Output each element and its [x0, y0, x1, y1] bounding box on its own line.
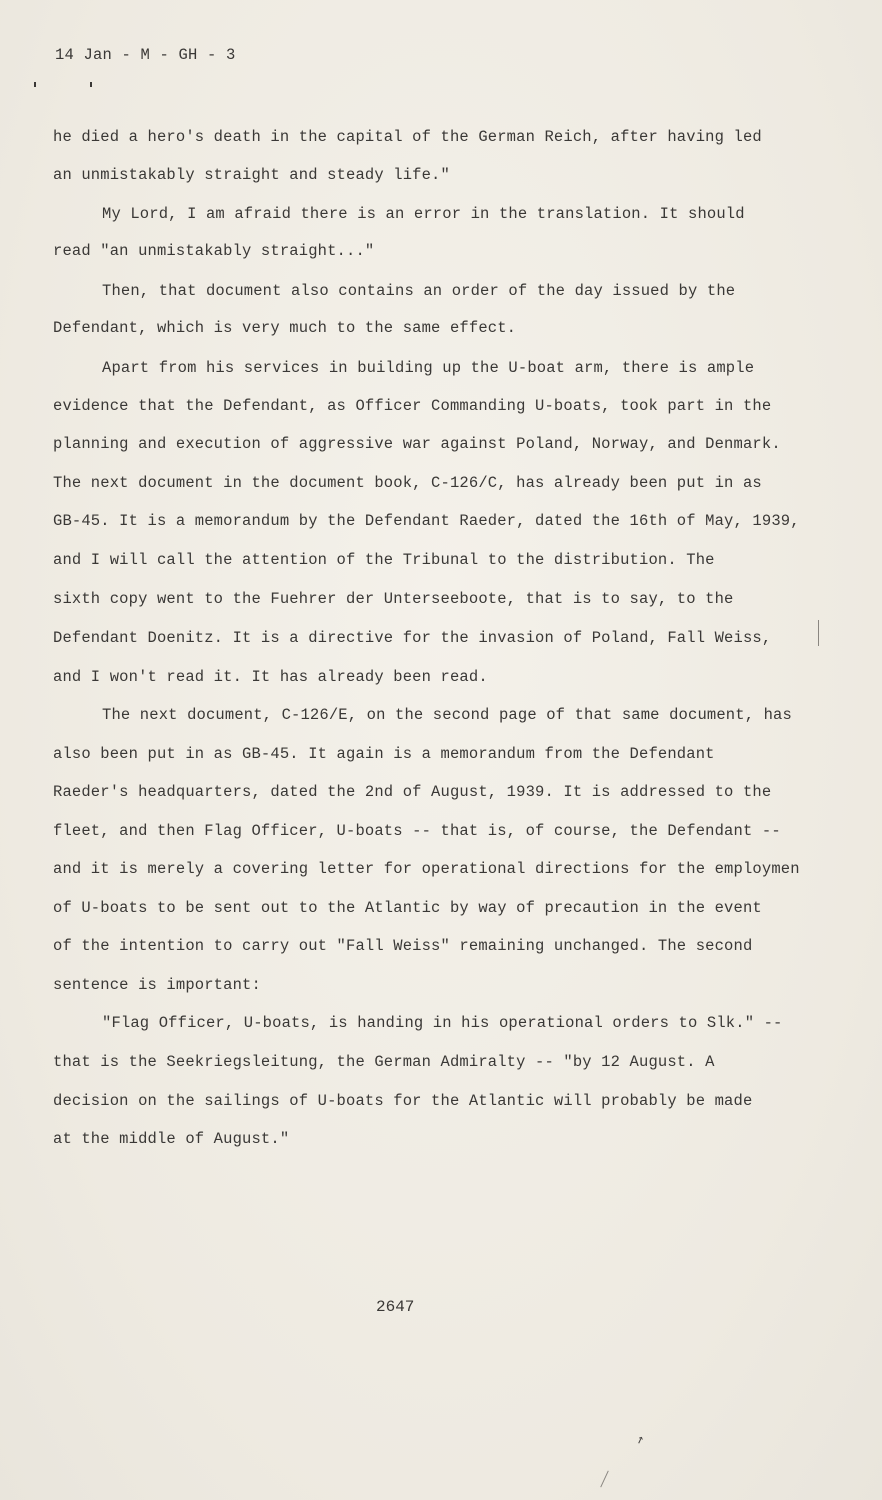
pencil-mark-icon: ↗ — [633, 1431, 647, 1448]
text-line: evidence that the Defendant, as Officer Commanding U-boats, took part in the — [53, 397, 772, 415]
margin-tick — [90, 82, 92, 87]
page-header: 14 Jan - M - GH - 3 — [55, 46, 236, 64]
text-line: Apart from his services in building up the U-boat arm, there is ample — [102, 359, 755, 377]
text-line: Defendant Doenitz. It is a directive for the invasion of Poland, Fall Weiss, — [53, 629, 772, 647]
text-line: at the middle of August." — [53, 1130, 290, 1148]
text-line: Raeder's headquarters, dated the 2nd of August, 1939. It is addressed to the — [53, 783, 772, 801]
margin-scratch — [600, 1471, 609, 1488]
text-line: fleet, and then Flag Officer, U-boats -- that is, of course, the Defendant -- — [53, 822, 781, 840]
text-line: sentence is important: — [53, 976, 261, 994]
text-line: "Flag Officer, U-boats, is handing in his operational orders to Slk." -- — [102, 1014, 783, 1032]
page-number: 2647 — [376, 1298, 415, 1316]
text-line: also been put in as GB-45. It again is a memorandum from the Defendant — [53, 745, 715, 763]
text-line: My Lord, I am afraid there is an error in the translation. It should — [102, 205, 745, 223]
text-line: GB-45. It is a memorandum by the Defendant Raeder, dated the 16th of May, 1939, — [53, 512, 800, 530]
text-line: The next document, C-126/E, on the second page of that same document, has — [102, 706, 792, 724]
text-line: planning and execution of aggressive war against Poland, Norway, and Denmark. — [53, 435, 781, 453]
text-line: and I won't read it. It has already been read. — [53, 668, 488, 686]
margin-scratch — [818, 620, 819, 646]
text-line: and I will call the attention of the Tribunal to the distribution. The — [53, 551, 715, 569]
margin-tick — [34, 82, 36, 87]
text-line: sixth copy went to the Fuehrer der Unterseeboote, that is to say, to the — [53, 590, 734, 608]
text-line: decision on the sailings of U-boats for the Atlantic will probably be made — [53, 1092, 753, 1110]
text-line: of the intention to carry out "Fall Weiss" remaining unchanged. The second — [53, 937, 753, 955]
text-line: read "an unmistakably straight..." — [53, 242, 375, 260]
text-line: that is the Seekriegsleitung, the German Admiralty -- "by 12 August. A — [53, 1053, 715, 1071]
text-line: Then, that document also contains an order of the day issued by the — [102, 282, 736, 300]
text-line: an unmistakably straight and steady life." — [53, 166, 450, 184]
text-line: and it is merely a covering letter for operational directions for the employmen — [53, 860, 800, 878]
text-line: Defendant, which is very much to the same effect. — [53, 319, 517, 337]
text-line: he died a hero's death in the capital of the German Reich, after having led — [53, 128, 762, 146]
text-line: The next document in the document book, C-126/C, has already been put in as — [53, 474, 762, 492]
text-line: of U-boats to be sent out to the Atlantic by way of precaution in the event — [53, 899, 762, 917]
